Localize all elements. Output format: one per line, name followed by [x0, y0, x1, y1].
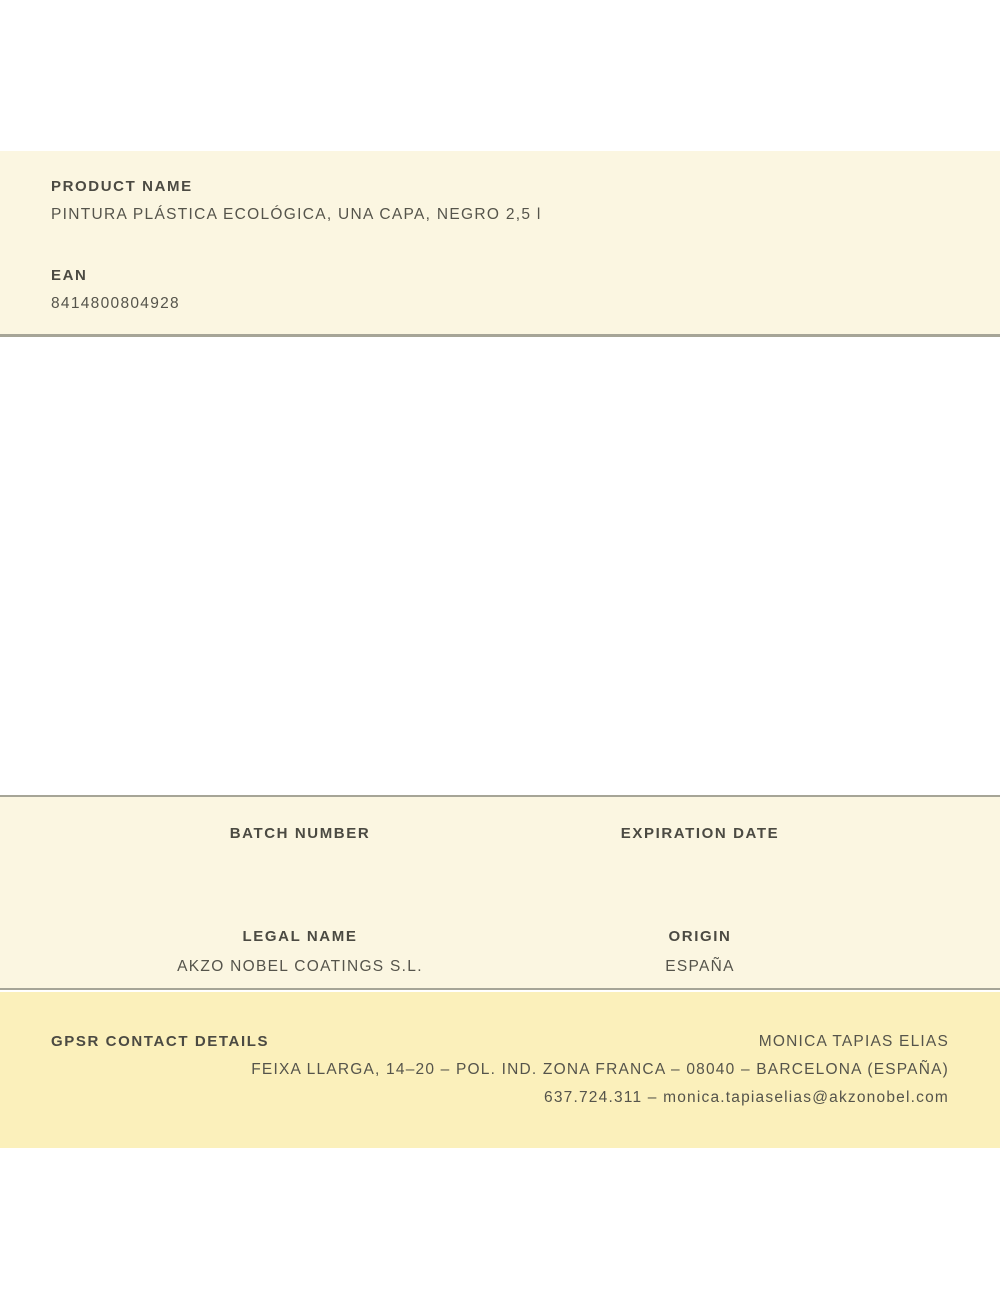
- batch-number-field: [100, 824, 500, 854]
- batch-expiration-row: [100, 824, 900, 854]
- origin-field: [500, 927, 900, 977]
- product-name-field: [51, 177, 949, 225]
- origin-value: ESPAÑA: [665, 958, 735, 975]
- legal-name-value: AKZO NOBEL COATINGS S.L.: [177, 958, 423, 975]
- product-info-section: [0, 151, 1000, 337]
- gpsr-contact-phone-email: 637.724.311 – monica.tapiaselias@akzonobel.com: [544, 1089, 949, 1106]
- product-name-label: PRODUCT NAME: [51, 178, 193, 195]
- legal-origin-row: [100, 927, 900, 977]
- origin-label: ORIGIN: [668, 928, 732, 945]
- expiration-date-field: [500, 824, 900, 854]
- batch-legal-section: [0, 795, 1000, 990]
- gpsr-header-row: [51, 1032, 949, 1052]
- gpsr-contact-section: [0, 992, 1000, 1148]
- gpsr-contact-name: MONICA TAPIAS ELIAS: [758, 1033, 949, 1050]
- expiration-date-label: EXPIRATION DATE: [620, 825, 780, 842]
- ean-field: [51, 266, 949, 314]
- gpsr-contact-details-label: GPSR CONTACT DETAILS: [51, 1033, 270, 1050]
- batch-number-label: BATCH NUMBER: [229, 825, 371, 842]
- product-name-value: PINTURA PLÁSTICA ECOLÓGICA, UNA CAPA, NEGRO 2,5 l: [51, 206, 542, 223]
- legal-name-field: [100, 927, 500, 977]
- ean-label: EAN: [51, 267, 88, 284]
- legal-name-label: LEGAL NAME: [242, 928, 358, 945]
- gpsr-contact-address: FEIXA LLARGA, 14–20 – POL. IND. ZONA FRANCA – 08040 – BARCELONA (ESPAÑA): [251, 1061, 949, 1078]
- ean-value: 8414800804928: [51, 295, 180, 312]
